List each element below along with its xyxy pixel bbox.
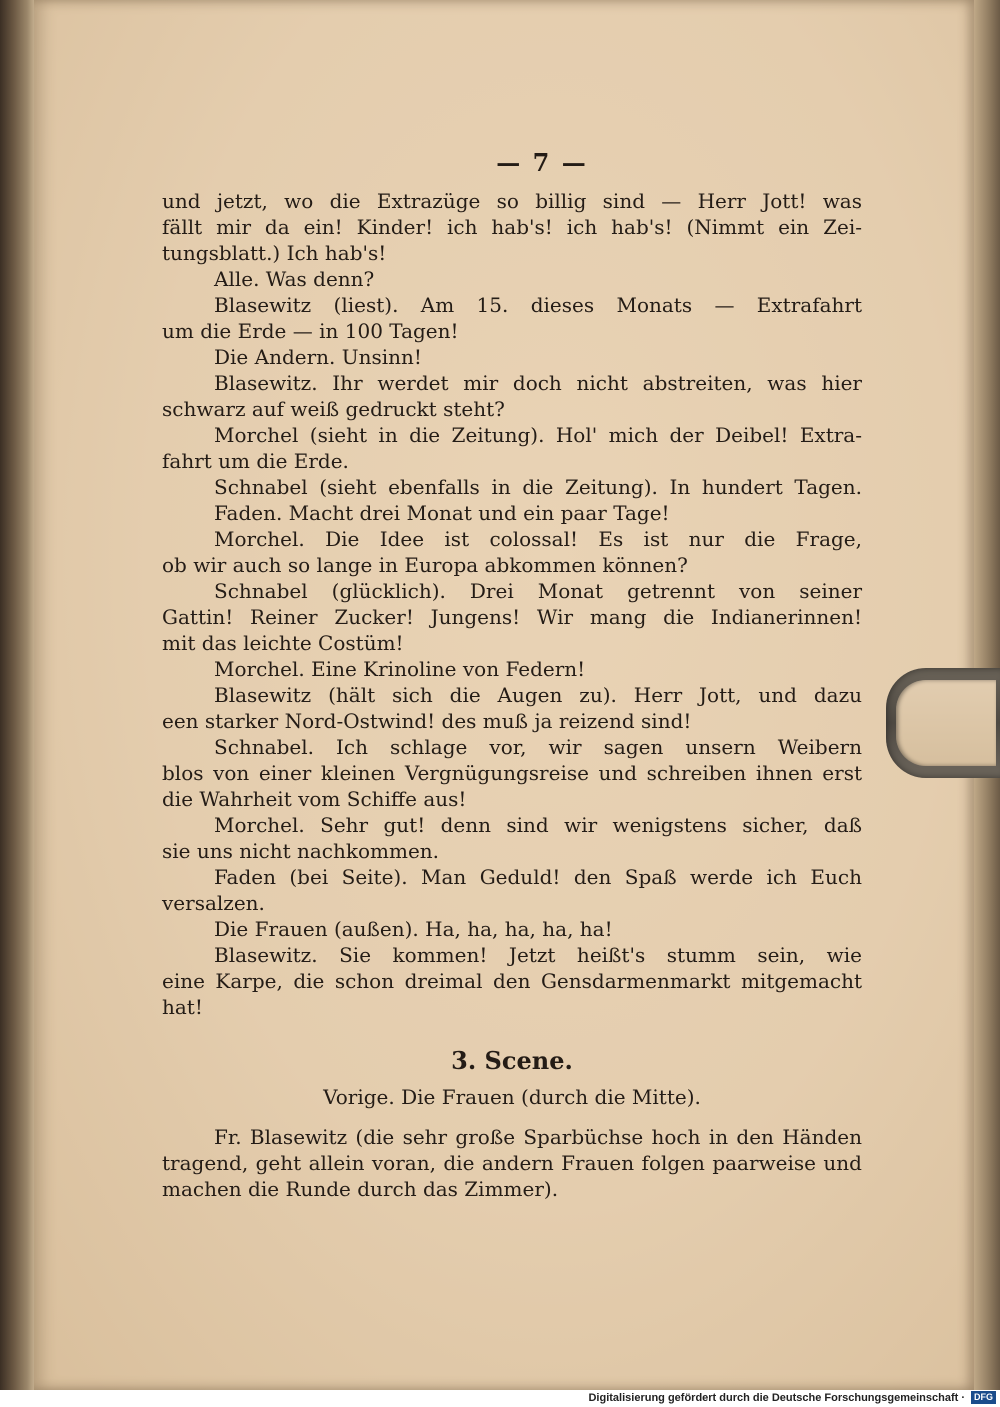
text-line: Morchel. Eine Krinoline von Federn! [214,657,586,681]
page-clip [886,668,1000,778]
text-line: mit das leichte Costüm! [162,631,404,655]
credit-text: Digitalisierung gefördert durch die Deutsche Forschungsgemeinschaft · [588,1392,965,1404]
scene-title: 3. Scene. [451,1046,573,1075]
text-line: Blasewitz (hält sich die Augen zu). Herr Jott, und dazu [214,683,862,707]
page-number: — 7 — [496,148,588,177]
page-clip-inner [896,680,996,766]
text-line: Morchel. Sehr gut! denn sind wir wenigstens sicher, daß [214,813,862,837]
text-line: versalzen. [162,891,265,915]
text-line: Faden. Macht drei Monat und ein paar Tage! [214,501,670,525]
text-line: een starker Nord-Ostwind! des muß ja reizend sind! [162,709,692,733]
text-line: schwarz auf weiß gedruckt steht? [162,397,505,421]
text-line: Faden (bei Seite). Man Geduld! den Spaß werde ich Euch [214,865,862,889]
text-line: Die Andern. Unsinn! [214,345,422,369]
text-line: Blasewitz (liest). Am 15. dieses Monats — Extrafahrt [214,293,862,317]
digitization-credit [0,1390,1000,1407]
text-line: Schnabel (glücklich). Drei Monat getrennt von seiner [214,579,862,603]
text-line: blos von einer kleinen Vergnügungsreise und schreiben ihnen erst [162,761,862,785]
dfg-logo: DFG [971,1391,996,1404]
scene-cast: Vorige. Die Frauen (durch die Mitte). [323,1085,701,1109]
text-line: tungsblatt.) Ich hab's! [162,241,387,265]
text-line: tragend, geht allein voran, die andern Frauen folgen paarweise und [162,1151,862,1175]
book-binding [0,0,34,1390]
text-line: Fr. Blasewitz (die sehr große Sparbüchse hoch in den Händen [214,1125,862,1149]
text-line: Alle. Was denn? [214,267,375,291]
text-line: die Wahrheit vom Schiffe aus! [162,787,467,811]
text-line: fällt mir da ein! Kinder! ich hab's! ich hab's! (Nimmt ein Zei- [162,215,862,239]
text-line: ob wir auch so lange in Europa abkommen können? [162,553,688,577]
text-line: Die Frauen (außen). Ha, ha, ha, ha, ha! [214,917,613,941]
text-line: Morchel (sieht in die Zeitung). Hol' mich der Deibel! Extra- [214,423,862,447]
text-line: Schnabel (sieht ebenfalls in die Zeitung). In hundert Tagen. [214,475,862,499]
text-line: Gattin! Reiner Zucker! Jungens! Wir mang die Indianerinnen! [162,605,862,629]
text-line: Schnabel. Ich schlage vor, wir sagen unsern Weibern [214,735,862,759]
text-line: Blasewitz. Sie kommen! Jetzt heißt's stumm sein, wie [214,943,862,967]
text-line: Morchel. Die Idee ist colossal! Es ist nur die Frage, [214,527,862,551]
text-line: Blasewitz. Ihr werdet mir doch nicht abstreiten, was hier [214,371,862,395]
text-line: eine Karpe, die schon dreimal den Gensdarmenmarkt mitgemacht [162,969,862,993]
stage-direction-block [162,1124,862,1202]
text-line: fahrt um die Erde. [162,449,349,473]
text-line: hat! [162,995,203,1019]
text-line: machen die Runde durch das Zimmer). [162,1177,559,1201]
text-line: um die Erde — in 100 Tagen! [162,319,459,343]
page-text [162,150,862,1202]
text-line: sie uns nicht nachkommen. [162,839,440,863]
text-line: und jetzt, wo die Extrazüge so billig sind — Herr Jott! was [162,189,862,213]
dialogue-block [162,188,862,1020]
